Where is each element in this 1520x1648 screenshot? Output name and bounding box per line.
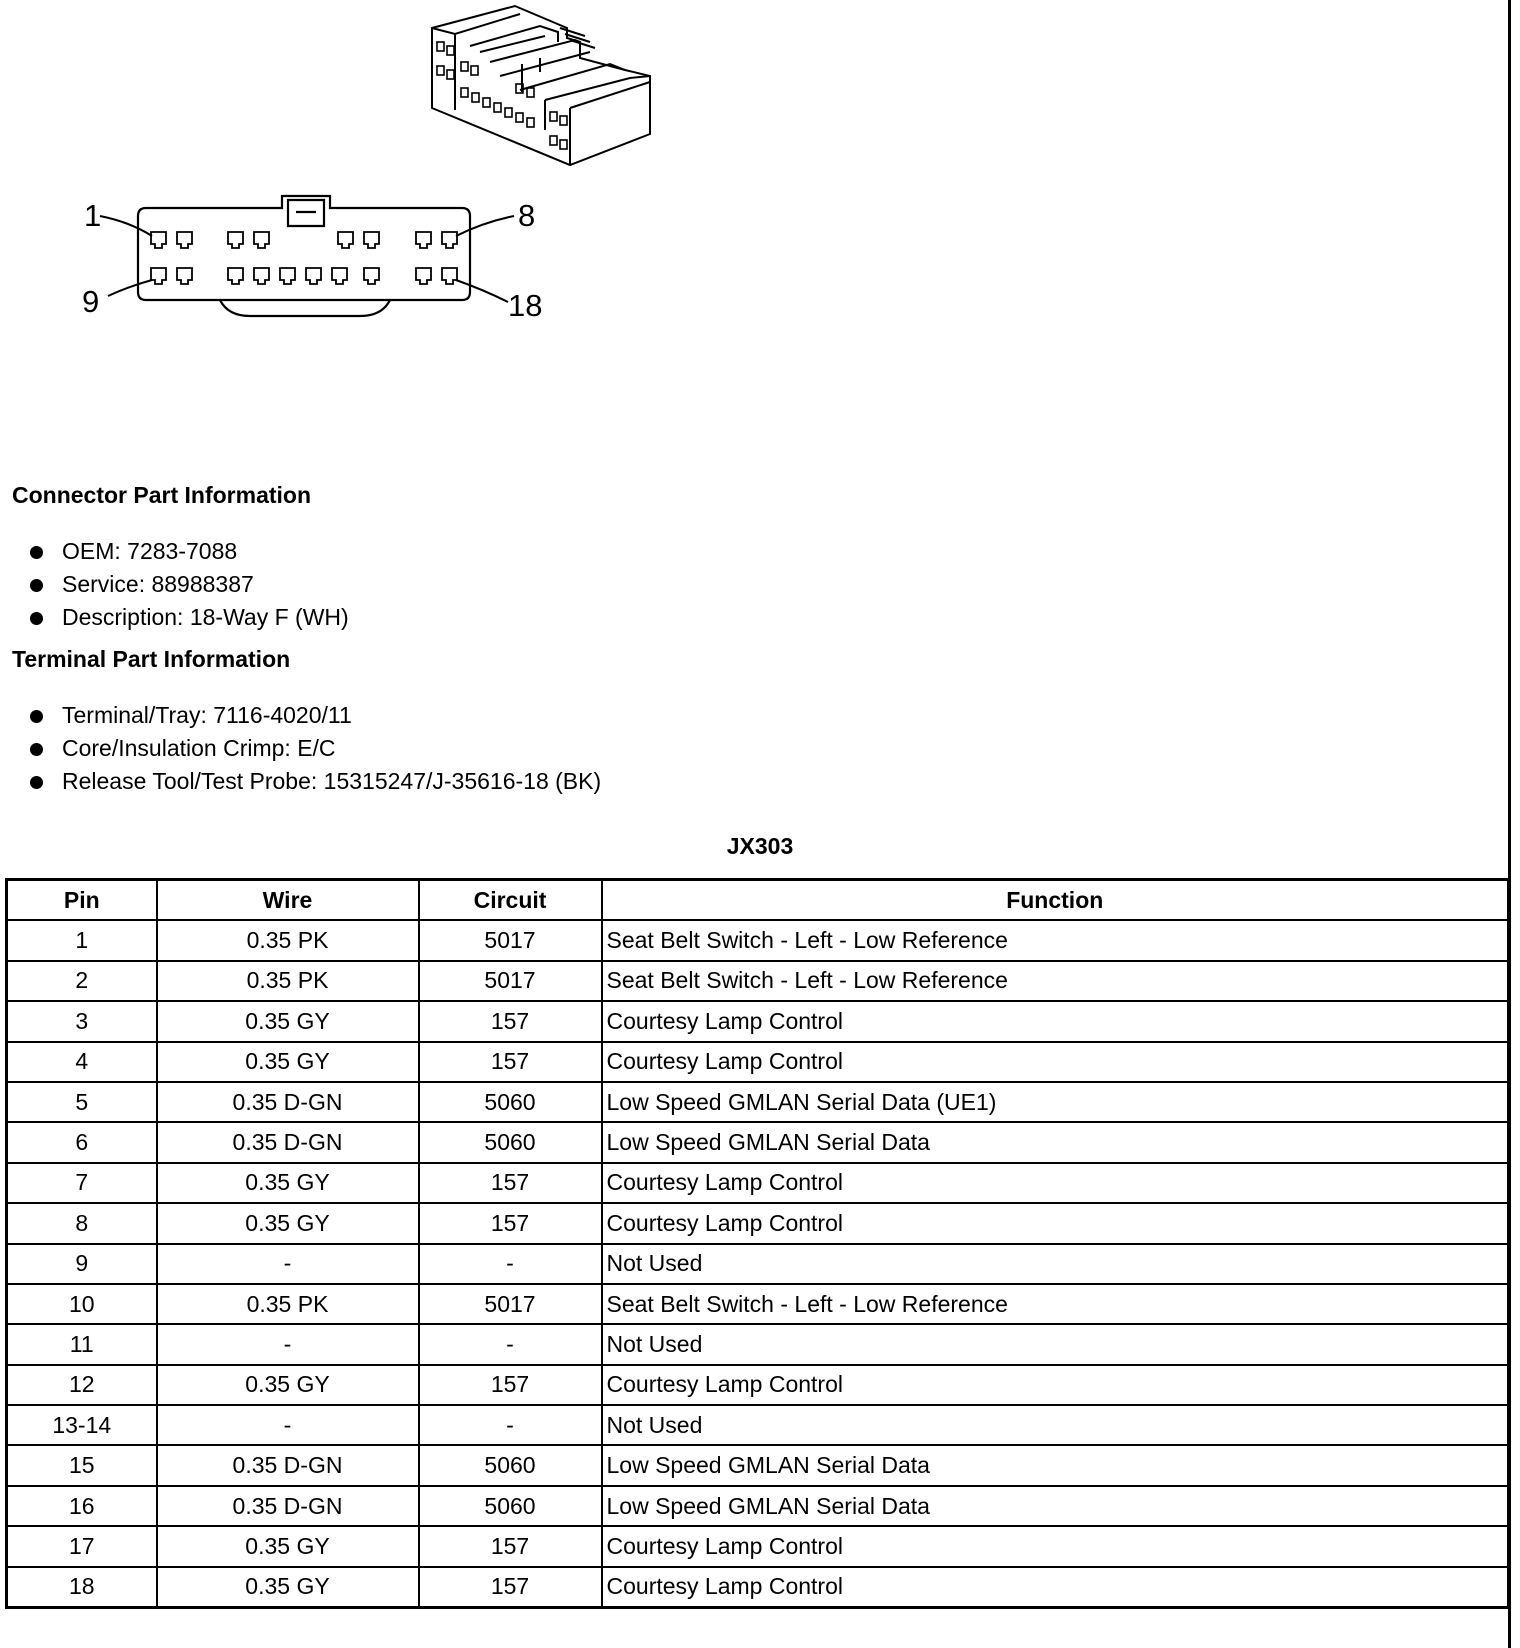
- cell-pin: 18: [7, 1567, 157, 1608]
- pin-label-18: 18: [508, 288, 543, 323]
- connector-cavities: [151, 232, 457, 284]
- cell-function: Low Speed GMLAN Serial Data: [602, 1486, 1509, 1526]
- cell-pin: 15: [7, 1445, 157, 1485]
- cell-circuit: -: [419, 1405, 602, 1445]
- table-row: [7, 961, 1509, 1001]
- cell-pin: 12: [7, 1365, 157, 1405]
- cell-function: Courtesy Lamp Control: [602, 1526, 1509, 1566]
- cell-wire: 0.35 GY: [157, 1163, 419, 1203]
- cell-pin: 7: [7, 1163, 157, 1203]
- cell-function: Courtesy Lamp Control: [602, 1203, 1509, 1243]
- cell-circuit: 5060: [419, 1486, 602, 1526]
- table-row: [7, 1567, 1509, 1608]
- cell-circuit: 5017: [419, 920, 602, 960]
- cell-circuit: -: [419, 1324, 602, 1364]
- cell-circuit: 157: [419, 1526, 602, 1566]
- table-title: JX303: [726, 833, 794, 859]
- cell-wire: 0.35 GY: [157, 1567, 419, 1608]
- cell-pin: 6: [7, 1122, 157, 1162]
- cell-function: Not Used: [602, 1324, 1509, 1364]
- cell-circuit: 5017: [419, 1284, 602, 1324]
- column-header-pin: Pin: [7, 880, 157, 921]
- cell-circuit: -: [419, 1244, 602, 1284]
- cell-function: Courtesy Lamp Control: [602, 1567, 1509, 1608]
- cell-wire: -: [157, 1244, 419, 1284]
- cell-circuit: 157: [419, 1001, 602, 1041]
- cell-function: Not Used: [602, 1244, 1509, 1284]
- connector-info-list: [30, 535, 349, 634]
- cell-wire: 0.35 GY: [157, 1365, 419, 1405]
- pin-label-1: 1: [84, 198, 102, 233]
- list-item: OEM: 7283-7088: [30, 535, 349, 568]
- column-header-wire: Wire: [157, 880, 419, 921]
- cell-function: Courtesy Lamp Control: [602, 1042, 1509, 1082]
- cell-circuit: 5060: [419, 1445, 602, 1485]
- terminal-info-heading: Terminal Part Information: [12, 646, 291, 672]
- cell-circuit: 157: [419, 1365, 602, 1405]
- table-row: [7, 1082, 1509, 1122]
- table-row: [7, 1365, 1509, 1405]
- connector-diagram: [0, 0, 1520, 340]
- cell-pin: 1: [7, 920, 157, 960]
- cell-circuit: 157: [419, 1203, 602, 1243]
- pin-leader-lines: [100, 216, 514, 302]
- cell-wire: 0.35 GY: [157, 1526, 419, 1566]
- list-item: Terminal/Tray: 7116-4020/11: [30, 699, 601, 732]
- cell-wire: 0.35 GY: [157, 1042, 419, 1082]
- cell-wire: 0.35 D-GN: [157, 1486, 419, 1526]
- cell-wire: 0.35 GY: [157, 1203, 419, 1243]
- cell-pin: 11: [7, 1324, 157, 1364]
- table-row: [7, 1042, 1509, 1082]
- table-row: [7, 1203, 1509, 1243]
- pinout-table: [5, 878, 1510, 1609]
- cell-wire: -: [157, 1324, 419, 1364]
- pin-label-9: 9: [82, 284, 100, 319]
- table-body: [7, 920, 1509, 1607]
- cell-circuit: 5060: [419, 1122, 602, 1162]
- cell-pin: 17: [7, 1526, 157, 1566]
- list-item: Description: 18-Way F (WH): [30, 601, 349, 634]
- connector-3d-view: [432, 6, 650, 165]
- table-row: [7, 1122, 1509, 1162]
- cell-function: Courtesy Lamp Control: [602, 1001, 1509, 1041]
- list-item: Service: 88988387: [30, 568, 349, 601]
- table-row: [7, 920, 1509, 960]
- table-row: [7, 1284, 1509, 1324]
- cell-pin: 9: [7, 1244, 157, 1284]
- cell-circuit: 157: [419, 1163, 602, 1203]
- cell-function: Seat Belt Switch - Left - Low Reference: [602, 920, 1509, 960]
- cell-function: Low Speed GMLAN Serial Data: [602, 1122, 1509, 1162]
- cell-circuit: 157: [419, 1567, 602, 1608]
- cell-function: Courtesy Lamp Control: [602, 1163, 1509, 1203]
- pin-label-8: 8: [518, 198, 536, 233]
- cell-function: Seat Belt Switch - Left - Low Reference: [602, 961, 1509, 1001]
- table-row: [7, 1244, 1509, 1284]
- cell-wire: -: [157, 1405, 419, 1445]
- cell-pin: 4: [7, 1042, 157, 1082]
- cell-wire: 0.35 D-GN: [157, 1445, 419, 1485]
- table-row: [7, 1486, 1509, 1526]
- terminal-info-list: [30, 699, 601, 798]
- cell-function: Seat Belt Switch - Left - Low Reference: [602, 1284, 1509, 1324]
- cell-function: Low Speed GMLAN Serial Data: [602, 1445, 1509, 1485]
- table-header-row: [7, 880, 1509, 921]
- connector-face-view: [138, 196, 470, 316]
- cell-function: Low Speed GMLAN Serial Data (UE1): [602, 1082, 1509, 1122]
- table-row: [7, 1405, 1509, 1445]
- cell-wire: 0.35 PK: [157, 920, 419, 960]
- list-item: Core/Insulation Crimp: E/C: [30, 732, 601, 765]
- cell-pin: 2: [7, 961, 157, 1001]
- cell-wire: 0.35 D-GN: [157, 1122, 419, 1162]
- table-row: [7, 1526, 1509, 1566]
- column-header-function: Function: [602, 880, 1509, 921]
- cell-wire: 0.35 D-GN: [157, 1082, 419, 1122]
- table-row: [7, 1445, 1509, 1485]
- cell-circuit: 5017: [419, 961, 602, 1001]
- cell-function: Not Used: [602, 1405, 1509, 1445]
- cell-pin: 13-14: [7, 1405, 157, 1445]
- connector-info-heading: Connector Part Information: [12, 482, 312, 508]
- list-item: Release Tool/Test Probe: 15315247/J-35616-18 (BK): [30, 765, 601, 798]
- cell-circuit: 157: [419, 1042, 602, 1082]
- cell-wire: 0.35 PK: [157, 1284, 419, 1324]
- cell-pin: 10: [7, 1284, 157, 1324]
- cell-pin: 8: [7, 1203, 157, 1243]
- cell-pin: 16: [7, 1486, 157, 1526]
- column-header-circuit: Circuit: [419, 880, 602, 921]
- cell-pin: 3: [7, 1001, 157, 1041]
- table-row: [7, 1324, 1509, 1364]
- cell-pin: 5: [7, 1082, 157, 1122]
- table-row: [7, 1001, 1509, 1041]
- cell-function: Courtesy Lamp Control: [602, 1365, 1509, 1405]
- table-row: [7, 1163, 1509, 1203]
- cell-wire: 0.35 GY: [157, 1001, 419, 1041]
- cell-circuit: 5060: [419, 1082, 602, 1122]
- cell-wire: 0.35 PK: [157, 961, 419, 1001]
